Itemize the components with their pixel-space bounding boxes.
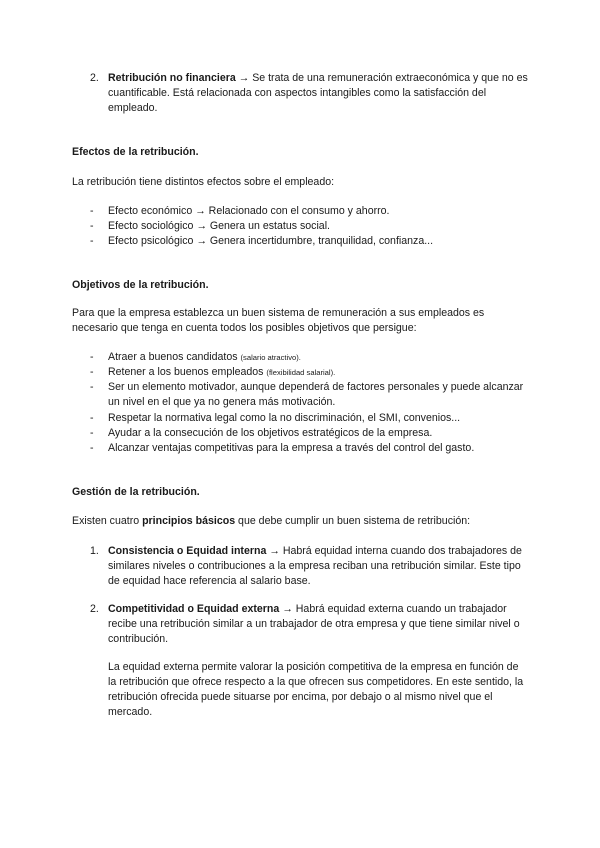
principio-equidad-externa (108, 602, 528, 647)
list-number: 2. (90, 72, 99, 84)
efectos-item: Efecto psicológico → Genera incertidumbre, tranquilidad, confianza... (108, 235, 434, 247)
objetivos-item (108, 365, 528, 380)
gestion-intro (72, 514, 532, 529)
intro-post: que debe cumplir un buen sistema de retribución: (235, 515, 471, 527)
bullet-dash: - (90, 351, 94, 363)
intro-pre: Existen cuatro (72, 515, 143, 527)
list-number: 2. (90, 603, 99, 615)
heading-objetivos: Objetivos de la retribución. (72, 279, 209, 291)
definition: → Habrá equidad interna cuando dos trabajadores de similares niveles o contribuciones a la empresa reciban una retribución similar. Este tipo de equidad hace referencia al salario base. (108, 545, 522, 587)
intro-bold: principios básicos (142, 515, 236, 527)
equidad-externa-explicacion: La equidad externa permite valorar la posición competitiva de la empresa en función de la retribución que ofrece respecto a la que ofrecen sus competidores. En este sentido, la retribución ofrecida puede situarse por encima, por debajo o al mismo nivel que el mercado. (108, 661, 524, 718)
list-number: 1. (90, 545, 99, 557)
bullet-dash: - (90, 220, 94, 232)
objetivos-item (108, 350, 528, 365)
objetivos-intro: Para que la empresa establezca un buen sistema de remuneración a sus empleados es necesario que tenga en cuenta todos los posibles objetivos que persigue: (72, 307, 485, 334)
heading-efectos: Efectos de la retribución. (72, 146, 199, 158)
bullet-dash: - (90, 442, 94, 454)
definition: → Habrá equidad externa cuando un trabajador recibe una retribución similar a un trabajador de otra empresa y que tiene similar nivel o contribución. (108, 603, 520, 645)
bullet-dash: - (90, 427, 94, 439)
term: Retribución no financiera (108, 72, 236, 84)
efectos-intro: La retribución tiene distintos efectos sobre el empleado: (72, 176, 335, 188)
bullet-dash: - (90, 412, 94, 424)
objetivos-item: Respetar la normativa legal como la no discriminación, el SMI, convenios... (108, 412, 461, 424)
efectos-item: Efecto sociológico → Genera un estatus social. (108, 220, 330, 232)
list-item-retribucion-no-financiera (108, 71, 528, 116)
objetivos-item: Ser un elemento motivador, aunque dependerá de factores personales y puede alcanzar un nivel en el que ya no genera más motivación. (108, 381, 524, 408)
bullet-dash: - (90, 381, 94, 393)
item-note: (flexibilidad salarial). (266, 368, 336, 377)
heading-gestion: Gestión de la retribución. (72, 486, 200, 498)
bullet-dash: - (90, 205, 94, 217)
term: Competitividad o Equidad externa (108, 603, 280, 615)
bullet-dash: - (90, 366, 94, 378)
bullet-dash: - (90, 235, 94, 247)
item-text: Atraer a buenos candidatos (108, 351, 241, 363)
objetivos-item: Ayudar a la consecución de los objetivos estratégicos de la empresa. (108, 427, 433, 439)
item-text: Retener a los buenos empleados (108, 366, 267, 378)
efectos-item: Efecto económico → Relacionado con el consumo y ahorro. (108, 205, 390, 217)
objetivos-item: Alcanzar ventajas competitivas para la empresa a través del control del gasto. (108, 442, 475, 454)
principio-equidad-interna (108, 544, 528, 589)
item-note: (salario atractivo). (240, 353, 301, 362)
definition: → Se trata de una remuneración extraeconómica y que no es cuantificable. Está relacionada con aspectos intangibles como la satisfacción del empleado. (108, 72, 528, 114)
term: Consistencia o Equidad interna (108, 545, 267, 557)
